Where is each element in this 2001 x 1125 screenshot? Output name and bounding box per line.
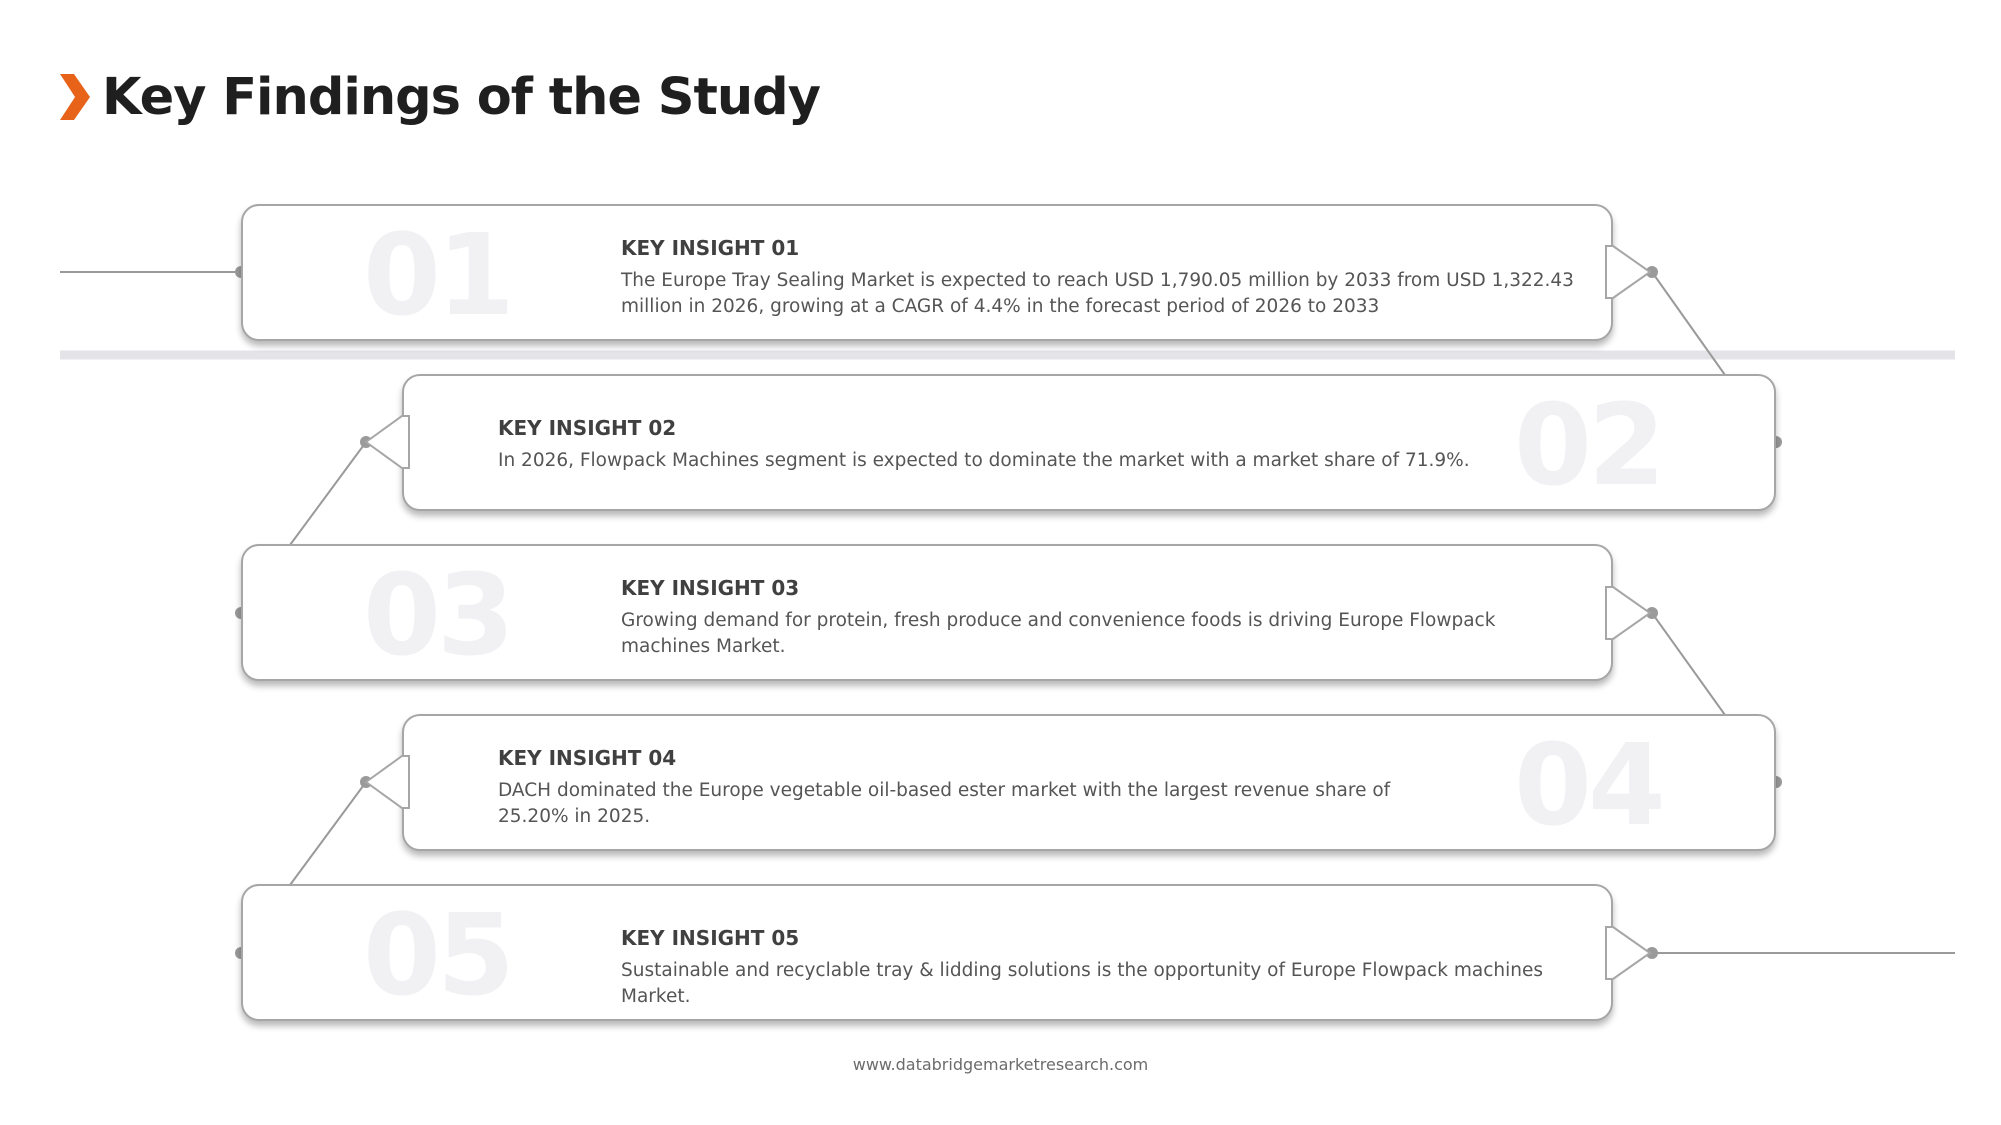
insight-number: 04 <box>1514 721 1662 851</box>
insight-title: KEY INSIGHT 03 <box>621 576 800 600</box>
insight-title: KEY INSIGHT 01 <box>621 236 800 260</box>
page-title: Key Findings of the Study <box>102 67 820 127</box>
insight-title: KEY INSIGHT 04 <box>498 746 677 770</box>
insight-title: KEY INSIGHT 05 <box>621 926 800 950</box>
insight-number: 01 <box>363 211 511 341</box>
insight-number: 02 <box>1514 381 1662 511</box>
insight-number: 03 <box>363 551 511 681</box>
footer-url[interactable]: www.databridgemarketresearch.com <box>852 1055 1149 1074</box>
insight-text: Sustainable and recyclable tray & lidding solutions is the opportunity of Europe Flowpack machines Market. <box>621 960 1544 1007</box>
insight-text: DACH dominated the Europe vegetable oil-based ester market with the largest revenue share of 25.20% in 2025. <box>498 780 1391 827</box>
insight-text: The Europe Tray Sealing Market is expected to reach USD 1,790.05 million by 2033 from USD 1,322.43 million in 2026, growing at a CAGR of 4.4% in the forecast period of 2026 to 2033 <box>621 270 1574 317</box>
insight-text: Growing demand for protein, fresh produce and convenience foods is driving Europe Flowpack machines Market. <box>621 610 1496 657</box>
insight-text: In 2026, Flowpack Machines segment is expected to dominate the market with a market share of 71.9%. <box>498 450 1470 471</box>
insight-title: KEY INSIGHT 02 <box>498 416 677 440</box>
insight-number: 05 <box>363 891 511 1021</box>
